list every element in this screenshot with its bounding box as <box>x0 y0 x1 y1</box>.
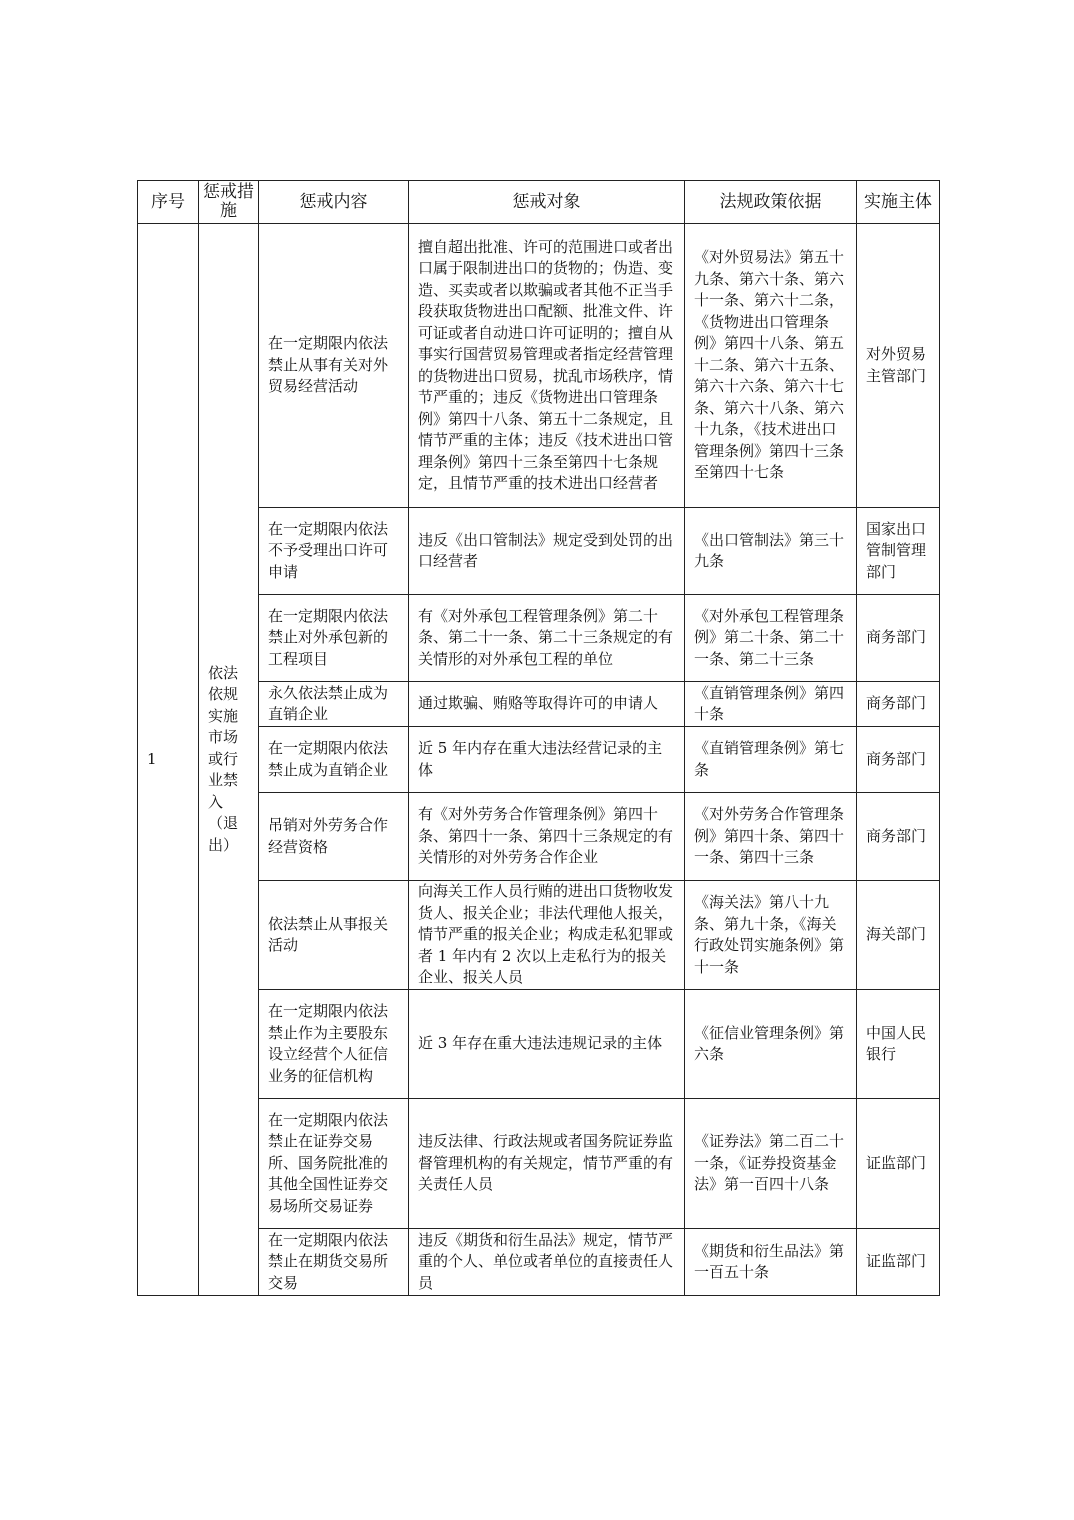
content-cell: 在一定期限内依法禁止在期货交易所交易 <box>259 1229 409 1296</box>
target-cell: 擅自超出批准、许可的范围进口或者出口属于限制进出口的货物的；伪造、变造、买卖或者以欺骗或者其他不正当手段获取货物进出口配额、批准文件、许可证或者自动进口许可证明的；擅自从事实行国营贸易管理或者指定经营管理的货物进出口贸易，扰乱市场秩序，情节严重的；违反《货物进出口管理条例》第四十八条、第五十二条规定，且情节严重的主体；违反《技术进出口管理条例》第四十三条至第四十七条规定，且情节严重的技术进出口经营者 <box>409 224 685 508</box>
target-cell: 违反法律、行政法规或者国务院证券监督管理机构的有关规定，情节严重的有关责任人员 <box>409 1099 685 1229</box>
content-cell: 吊销对外劳务合作经营资格 <box>259 793 409 881</box>
target-cell: 通过欺骗、贿赂等取得许可的申请人 <box>409 682 685 727</box>
basis-cell: 《征信业管理条例》第六条 <box>685 990 857 1099</box>
header-target: 惩戒对象 <box>409 181 685 224</box>
header-measure: 惩戒措施 <box>199 181 259 224</box>
target-cell: 有《对外承包工程管理条例》第二十条、第二十一条、第二十三条规定的有关情形的对外承包工程的单位 <box>409 595 685 682</box>
basis-cell: 《直销管理条例》第七条 <box>685 727 857 793</box>
measure-cell: 依法依规实施市场或行业禁入（退出） <box>199 224 259 1296</box>
body-cell: 中国人民银行 <box>857 990 940 1099</box>
basis-cell: 《海关法》第八十九条、第九十条，《海关行政处罚实施条例》第十一条 <box>685 881 857 990</box>
target-cell: 违反《出口管制法》规定受到处罚的出口经营者 <box>409 508 685 595</box>
body-cell: 商务部门 <box>857 682 940 727</box>
body-cell: 国家出口管制管理部门 <box>857 508 940 595</box>
header-row <box>138 181 940 224</box>
table-row <box>138 793 940 881</box>
target-cell: 有《对外劳务合作管理条例》第四十条、第四十一条、第四十三条规定的有关情形的对外劳务合作企业 <box>409 793 685 881</box>
header-seq: 序号 <box>138 181 199 224</box>
basis-cell: 《直销管理条例》第四十条 <box>685 682 857 727</box>
content-cell: 在一定期限内依法禁止从事有关对外贸易经营活动 <box>259 224 409 508</box>
content-cell: 在一定期限内依法禁止成为直销企业 <box>259 727 409 793</box>
basis-cell: 《证券法》第二百二十一条，《证券投资基金法》第一百四十八条 <box>685 1099 857 1229</box>
header-body: 实施主体 <box>857 181 940 224</box>
basis-cell: 《期货和衍生品法》第一百五十条 <box>685 1229 857 1296</box>
header-basis: 法规政策依据 <box>685 181 857 224</box>
target-cell: 近 5 年内存在重大违法经营记录的主体 <box>409 727 685 793</box>
table-row <box>138 881 940 990</box>
table-row <box>138 682 940 727</box>
header-content: 惩戒内容 <box>259 181 409 224</box>
basis-cell: 《出口管制法》第三十九条 <box>685 508 857 595</box>
basis-cell: 《对外承包工程管理条例》第二十条、第二十一条、第二十三条 <box>685 595 857 682</box>
body-cell: 商务部门 <box>857 727 940 793</box>
content-cell: 在一定期限内依法禁止对外承包新的工程项目 <box>259 595 409 682</box>
body-cell: 对外贸易主管部门 <box>857 224 940 508</box>
target-cell: 近 3 年存在重大违法违规记录的主体 <box>409 990 685 1099</box>
body-cell: 海关部门 <box>857 881 940 990</box>
table-row <box>138 990 940 1099</box>
content-cell: 在一定期限内依法不予受理出口许可申请 <box>259 508 409 595</box>
seq-cell: 1 <box>138 224 199 1296</box>
table-row <box>138 224 940 508</box>
table-row <box>138 1099 940 1229</box>
body-cell: 证监部门 <box>857 1229 940 1296</box>
table-row <box>138 508 940 595</box>
table-row <box>138 595 940 682</box>
body-cell: 商务部门 <box>857 595 940 682</box>
basis-cell: 《对外劳务合作管理条例》第四十条、第四十一条、第四十三条 <box>685 793 857 881</box>
table-row <box>138 1229 940 1296</box>
punishment-table <box>137 180 940 1296</box>
target-cell: 违反《期货和衍生品法》规定，情节严重的个人、单位或者单位的直接责任人员 <box>409 1229 685 1296</box>
content-cell: 依法禁止从事报关活动 <box>259 881 409 990</box>
body-cell: 证监部门 <box>857 1099 940 1229</box>
content-cell: 在一定期限内依法禁止作为主要股东设立经营个人征信业务的征信机构 <box>259 990 409 1099</box>
content-cell: 在一定期限内依法禁止在证券交易所、国务院批准的其他全国性证券交易场所交易证券 <box>259 1099 409 1229</box>
table-row <box>138 727 940 793</box>
body-cell: 商务部门 <box>857 793 940 881</box>
target-cell: 向海关工作人员行贿的进出口货物收发货人、报关企业；非法代理他人报关，情节严重的报关企业；构成走私犯罪或者 1 年内有 2 次以上走私行为的报关企业、报关人员 <box>409 881 685 990</box>
basis-cell: 《对外贸易法》第五十九条、第六十条、第六十一条、第六十二条，《货物进出口管理条例》第四十八条、第五十二条、第六十五条、第六十六条、第六十七条、第六十八条、第六十九条，《技术进出口管理条例》第四十三条至第四十七条 <box>685 224 857 508</box>
content-cell: 永久依法禁止成为直销企业 <box>259 682 409 727</box>
